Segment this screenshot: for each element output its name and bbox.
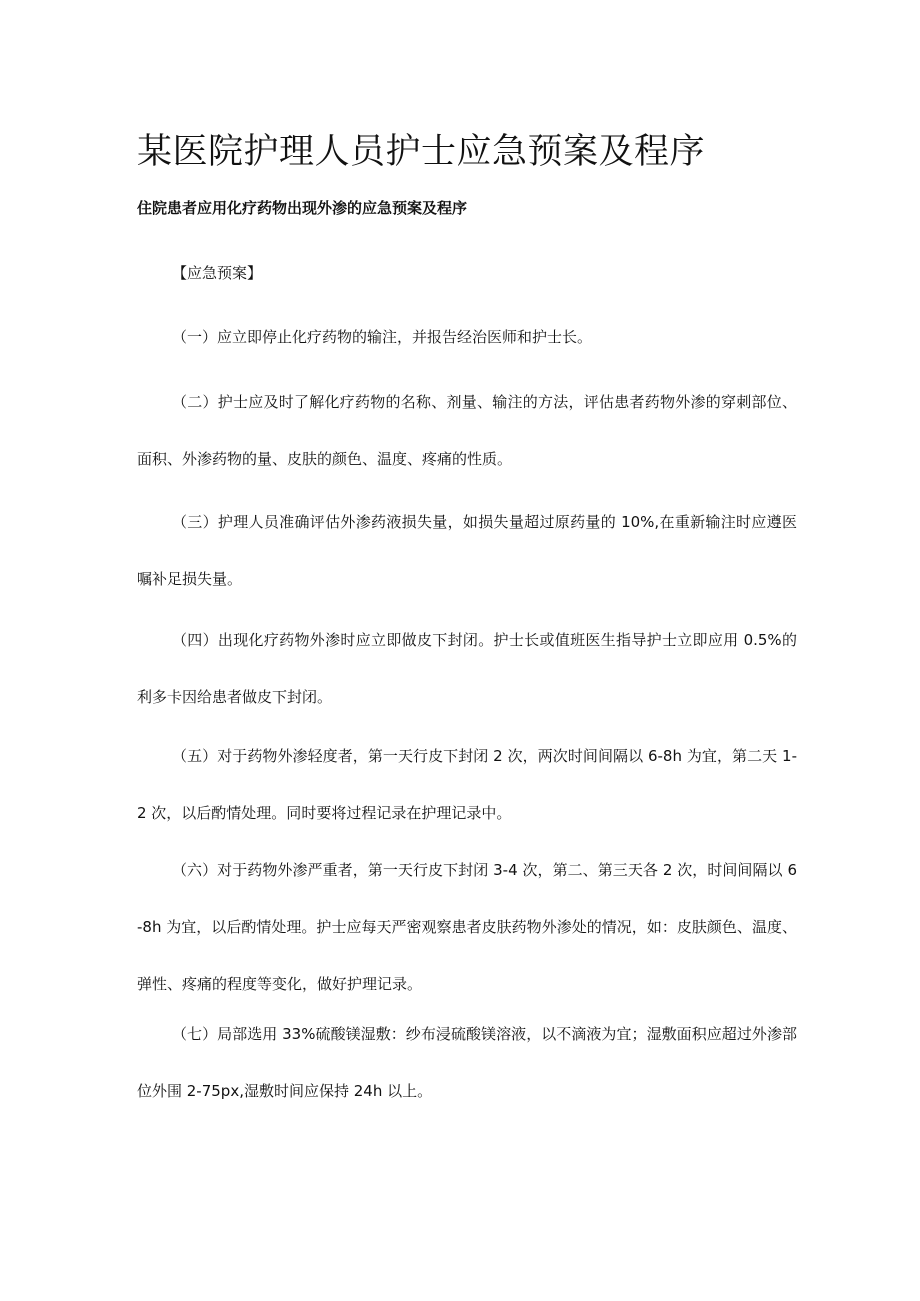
paragraph-5: （五）对于药物外渗轻度者，第一天行皮下封闭 2 次，两次时间间隔以 6-8h 为宜，第二天 1-2 次，以后酌情处理。同时要将过程记录在护理记录中。 [137, 747, 797, 822]
document-title: 某医院护理人员护士应急预案及程序 [137, 132, 706, 172]
paragraph-7: （七）局部选用 33%硫酸镁湿敷：纱布浸硫酸镁溶液，以不滴液为宜；湿敷面积应超过外渗部位外围 2-75px,湿敷时间应保持 24h 以上。 [137, 1025, 797, 1100]
paragraph-1: （一）应立即停止化疗药物的输注，并报告经治医师和护士长。 [172, 328, 593, 346]
paragraph-6: （六）对于药物外渗严重者，第一天行皮下封闭 3-4 次，第二、第三天各 2 次，时间间隔以 6-8h 为宜，以后酌情处理。护士应每天严密观察患者皮肤药物外渗处的情况，如：皮肤颜色、温度、弹性、疼痛的程度等变化，做好护理记录。 [137, 861, 797, 993]
section-heading: 【应急预案】 [172, 264, 263, 282]
paragraph-2: （二）护士应及时了解化疗药物的名称、剂量、输注的方法，评估患者药物外渗的穿刺部位、面积、外渗药物的量、皮肤的颜色、温度、疼痛的性质。 [137, 393, 797, 468]
paragraph-3: （三）护理人员准确评估外渗药液损失量，如损失量超过原药量的 10%,在重新输注时应遵医嘱补足损失量。 [137, 513, 797, 588]
paragraph-4: （四）出现化疗药物外渗时应立即做皮下封闭。护士长或值班医生指导护士立即应用 0.5%的利多卡因给患者做皮下封闭。 [137, 631, 797, 706]
document-subtitle: 住院患者应用化疗药物出现外渗的应急预案及程序 [137, 199, 468, 217]
